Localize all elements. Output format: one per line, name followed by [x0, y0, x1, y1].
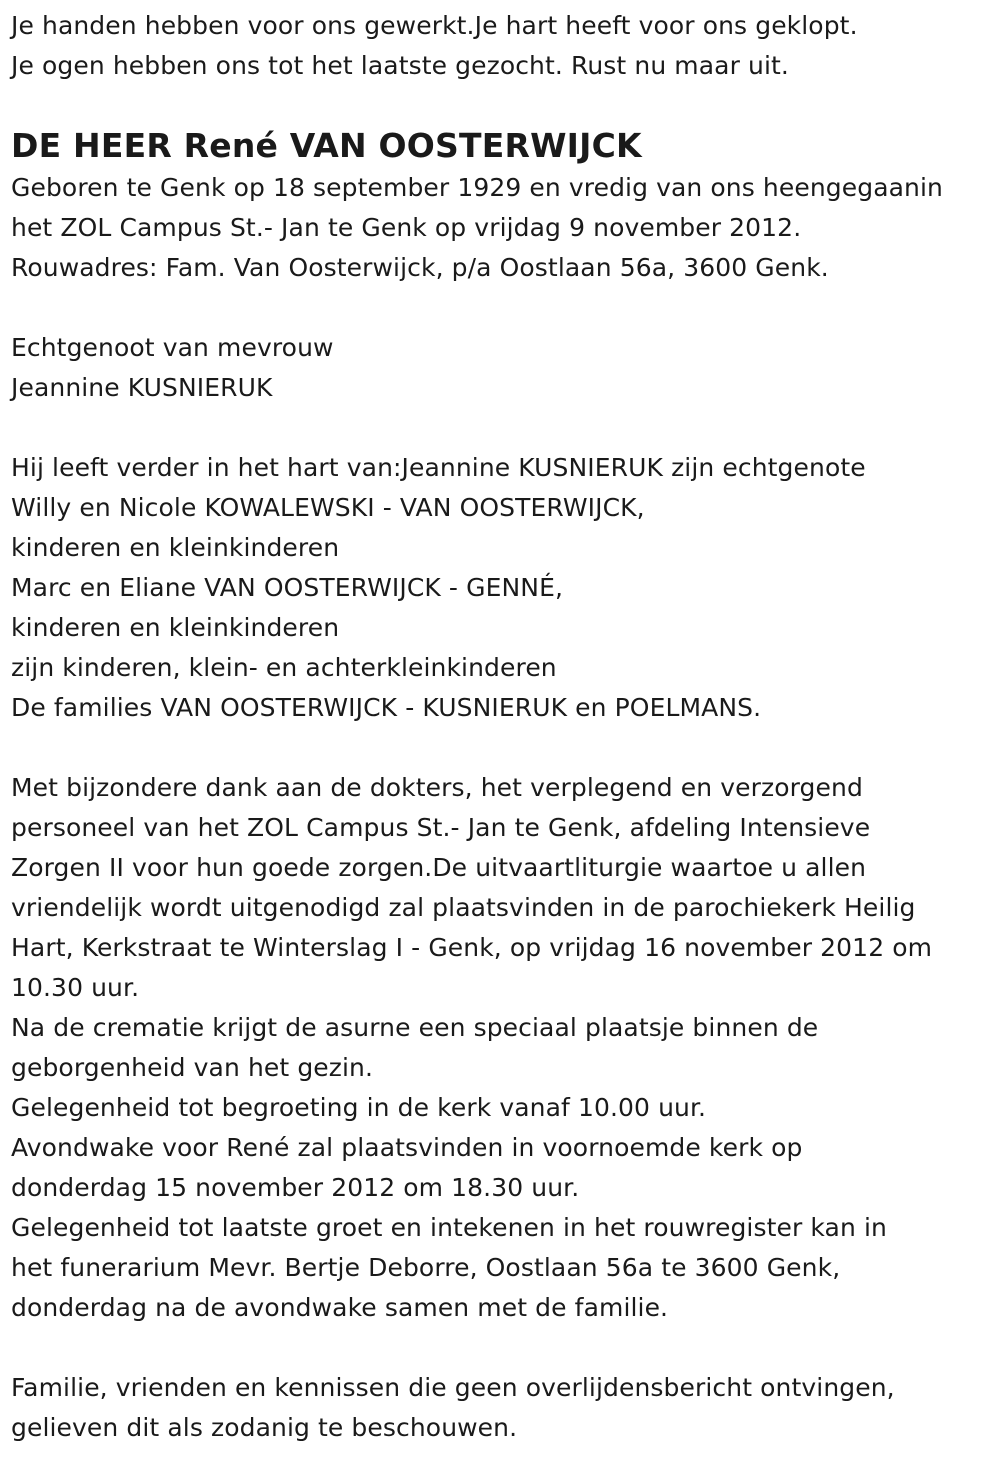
- thanks-line: vriendelijk wordt uitgenodigd zal plaatsvinden in de parochiekerk Heilig: [11, 893, 916, 922]
- family-list: [11, 448, 991, 728]
- family-line: kinderen en kleinkinderen: [11, 613, 340, 642]
- family-line: zijn kinderen, klein- en achterkleinkinderen: [11, 653, 557, 682]
- thanks-line: donderdag 15 november 2012 om 18.30 uur.: [11, 1173, 580, 1202]
- notice-title: DE HEER René VAN OOSTERWIJCK: [11, 126, 642, 165]
- family-line: De families VAN OOSTERWIJCK - KUSNIERUK en POELMANS.: [11, 693, 762, 722]
- thanks-and-ceremony: [11, 768, 991, 1328]
- birth-line: Geboren te Genk op 18 september 1929 en vredig van ons heengegaanin: [11, 173, 943, 202]
- paragraph-gap: [11, 1328, 991, 1368]
- thanks-line: Zorgen II voor hun goede zorgen.De uitvaartliturgie waartoe u allen: [11, 853, 867, 882]
- spouse-line: Jeannine KUSNIERUK: [11, 373, 273, 402]
- thanks-line: Na de crematie krijgt de asurne een speciaal plaatsje binnen de: [11, 1013, 819, 1042]
- closing-note: [11, 1368, 991, 1448]
- paragraph-gap: [11, 728, 991, 768]
- family-line: Willy en Nicole KOWALEWSKI - VAN OOSTERWIJCK,: [11, 493, 645, 522]
- thanks-line: Gelegenheid tot begroeting in de kerk vanaf 10.00 uur.: [11, 1093, 707, 1122]
- paragraph-gap: [11, 288, 991, 328]
- motto-line: Je ogen hebben ons tot het laatste gezocht. Rust nu maar uit.: [11, 51, 789, 80]
- birth-line: Rouwadres: Fam. Van Oosterwijck, p/a Oostlaan 56a, 3600 Genk.: [11, 253, 829, 282]
- thanks-line: 10.30 uur.: [11, 973, 140, 1002]
- thanks-line: donderdag na de avondwake samen met de familie.: [11, 1293, 669, 1322]
- thanks-line: personeel van het ZOL Campus St.- Jan te Genk, afdeling Intensieve: [11, 813, 871, 842]
- spouse-info: [11, 328, 991, 408]
- family-line: Marc en Eliane VAN OOSTERWIJCK - GENNÉ,: [11, 573, 564, 602]
- thanks-line: Gelegenheid tot laatste groet en intekenen in het rouwregister kan in: [11, 1213, 887, 1242]
- birth-line: het ZOL Campus St.- Jan te Genk op vrijdag 9 november 2012.: [11, 213, 802, 242]
- thanks-line: Avondwake voor René zal plaatsvinden in voornoemde kerk op: [11, 1133, 803, 1162]
- motto: [11, 6, 991, 86]
- birth-info: [11, 168, 991, 288]
- death-notice: [11, 6, 991, 1448]
- thanks-line: Met bijzondere dank aan de dokters, het verplegend en verzorgend: [11, 773, 863, 802]
- paragraph-gap: [11, 408, 991, 448]
- closing-line: gelieven dit als zodanig te beschouwen.: [11, 1413, 518, 1442]
- motto-line: Je handen hebben voor ons gewerkt.Je hart heeft voor ons geklopt.: [11, 11, 858, 40]
- thanks-line: Hart, Kerkstraat te Winterslag I - Genk, op vrijdag 16 november 2012 om: [11, 933, 933, 962]
- thanks-line: het funerarium Mevr. Bertje Deborre, Oostlaan 56a te 3600 Genk,: [11, 1253, 841, 1282]
- family-line: kinderen en kleinkinderen: [11, 533, 340, 562]
- closing-line: Familie, vrienden en kennissen die geen overlijdensbericht ontvingen,: [11, 1373, 895, 1402]
- thanks-line: geborgenheid van het gezin.: [11, 1053, 374, 1082]
- spouse-line: Echtgenoot van mevrouw: [11, 333, 334, 362]
- family-line: Hij leeft verder in het hart van:Jeannine KUSNIERUK zijn echtgenote: [11, 453, 866, 482]
